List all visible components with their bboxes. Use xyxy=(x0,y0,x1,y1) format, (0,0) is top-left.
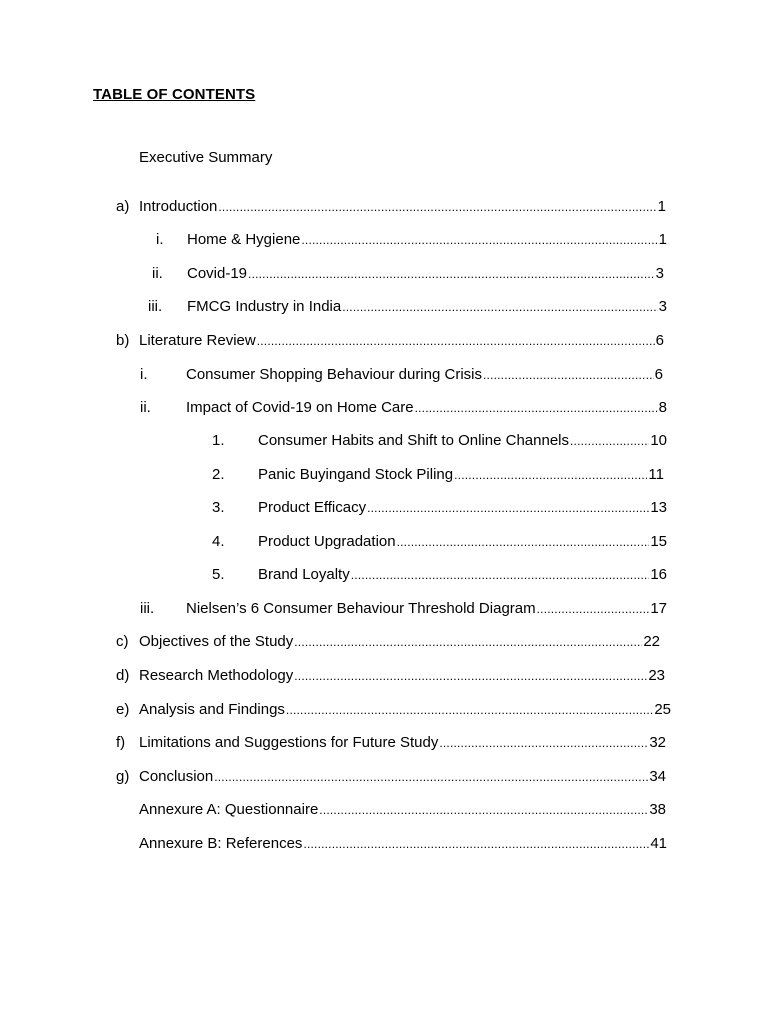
toc-dot-leader xyxy=(319,801,648,819)
toc-entry-text: Limitations and Suggestions for Future Study xyxy=(139,734,439,751)
toc-row-objectives[interactable] xyxy=(0,633,768,651)
toc-dot-leader xyxy=(537,600,650,618)
toc-row-annexure-b[interactable] xyxy=(0,835,768,853)
toc-entry-text: Product Efficacy xyxy=(258,499,367,516)
toc-entry-text: Panic Buyingand Stock Piling xyxy=(258,466,454,483)
toc-entry-text: Covid-19 xyxy=(187,265,248,282)
toc-row-product-efficacy[interactable] xyxy=(0,499,768,517)
toc-page-number: 3 xyxy=(655,265,664,282)
toc-entry-text: Home & Hygiene xyxy=(187,231,301,248)
toc-page-number: 15 xyxy=(650,533,667,550)
toc-row-analysis-findings[interactable] xyxy=(0,701,768,719)
toc-page-number: 23 xyxy=(648,667,665,684)
toc-page-number: 34 xyxy=(649,768,666,785)
toc-dot-leader xyxy=(294,633,642,651)
toc-page-number: 41 xyxy=(650,835,667,852)
toc-marker: b) xyxy=(116,332,130,349)
toc-entry-text: Annexure B: References xyxy=(139,835,303,852)
toc-dot-leader xyxy=(397,533,650,551)
toc-entry-text: Consumer Shopping Behaviour during Crisis xyxy=(186,366,482,383)
toc-marker: i. xyxy=(140,366,148,383)
toc-marker: d) xyxy=(116,667,130,684)
toc-page-number: 17 xyxy=(650,600,667,617)
toc-row-introduction[interactable] xyxy=(0,198,768,216)
toc-entry-text: Nielsen’s 6 Consumer Behaviour Threshold Diagram xyxy=(186,600,536,617)
toc-dot-leader xyxy=(301,231,657,249)
toc-page-number: 13 xyxy=(650,499,667,516)
toc-row-nielsen-diagram[interactable] xyxy=(0,600,768,618)
toc-marker: i. xyxy=(156,231,164,248)
toc-entry-text: Impact of Covid-19 on Home Care xyxy=(186,399,414,416)
toc-entry-text: Research Methodology xyxy=(139,667,294,684)
toc-row-product-upgradation[interactable] xyxy=(0,533,768,551)
toc-marker: 2. xyxy=(212,466,225,483)
toc-dot-leader xyxy=(439,734,648,752)
toc-entry-text: FMCG Industry in India xyxy=(187,298,342,315)
toc-row-conclusion[interactable] xyxy=(0,768,768,786)
toc-dot-leader xyxy=(286,701,653,719)
toc-row-research-methodology[interactable] xyxy=(0,667,768,685)
toc-marker: 1. xyxy=(212,432,225,449)
toc-marker: e) xyxy=(116,701,130,718)
toc-marker: c) xyxy=(116,633,129,650)
toc-page-number: 38 xyxy=(649,801,666,818)
toc-marker: 5. xyxy=(212,566,225,583)
toc-dot-leader xyxy=(415,399,658,417)
toc-row-limitations[interactable] xyxy=(0,734,768,752)
page-title: TABLE OF CONTENTS xyxy=(93,86,256,103)
toc-dot-leader xyxy=(483,366,654,384)
toc-dot-leader xyxy=(570,432,649,450)
toc-marker: a) xyxy=(116,198,130,215)
toc-dot-leader xyxy=(454,466,647,484)
toc-entry-text: Consumer Habits and Shift to Online Channels xyxy=(258,432,570,449)
toc-entry-text: Introduction xyxy=(139,198,218,215)
toc-dot-leader xyxy=(303,835,649,853)
toc-row-covid-19[interactable] xyxy=(0,265,768,283)
toc-row-impact-covid[interactable] xyxy=(0,399,768,417)
toc-page-number: 25 xyxy=(654,701,671,718)
toc-dot-leader xyxy=(367,499,649,517)
toc-page-number: 1 xyxy=(658,231,667,248)
toc-marker: ii. xyxy=(152,265,163,282)
toc-marker: f) xyxy=(116,734,126,751)
toc-dot-leader xyxy=(351,566,650,584)
toc-marker: g) xyxy=(116,768,130,785)
toc-page-number: 3 xyxy=(658,298,667,315)
toc-page-number: 16 xyxy=(650,566,667,583)
toc-row-literature-review[interactable] xyxy=(0,332,768,350)
toc-entry-text: Product Upgradation xyxy=(258,533,396,550)
toc-entry-text: Executive Summary xyxy=(139,149,273,166)
toc-entry-text: Annexure A: Questionnaire xyxy=(139,801,319,818)
toc-entry-text: Brand Loyalty xyxy=(258,566,350,583)
toc-dot-leader xyxy=(218,198,656,216)
toc-dot-leader xyxy=(248,265,655,283)
toc-row-brand-loyalty[interactable] xyxy=(0,566,768,584)
toc-entry-text: Analysis and Findings xyxy=(139,701,285,718)
toc-entry-text: Objectives of the Study xyxy=(139,633,294,650)
toc-entry-text: Conclusion xyxy=(139,768,214,785)
toc-executive-summary[interactable] xyxy=(0,149,768,167)
toc-row-home-hygiene[interactable] xyxy=(0,231,768,249)
toc-dot-leader xyxy=(214,768,648,786)
toc-page-number: 11 xyxy=(648,466,664,483)
toc-dot-leader xyxy=(257,332,655,350)
toc-marker: 3. xyxy=(212,499,225,516)
toc-row-panic-buying[interactable] xyxy=(0,466,768,484)
toc-page-number: 6 xyxy=(655,332,664,349)
toc-page-number: 10 xyxy=(650,432,667,449)
toc-page-number: 6 xyxy=(654,366,663,383)
toc-page-number: 1 xyxy=(657,198,666,215)
toc-marker: ii. xyxy=(140,399,151,416)
toc-dot-leader xyxy=(294,667,647,685)
toc-entry-text: Literature Review xyxy=(139,332,256,349)
toc-page-number: 22 xyxy=(643,633,660,650)
toc-dot-leader xyxy=(342,298,657,316)
toc-page-number: 32 xyxy=(649,734,666,751)
toc-page-number: 8 xyxy=(658,399,667,416)
toc-marker: 4. xyxy=(212,533,225,550)
toc-marker: iii. xyxy=(140,600,155,617)
toc-row-consumer-shopping[interactable] xyxy=(0,366,768,384)
toc-row-consumer-habits[interactable] xyxy=(0,432,768,450)
toc-marker: iii. xyxy=(148,298,163,315)
toc-row-annexure-a[interactable] xyxy=(0,801,768,819)
toc-row-fmcg-industry[interactable] xyxy=(0,298,768,316)
